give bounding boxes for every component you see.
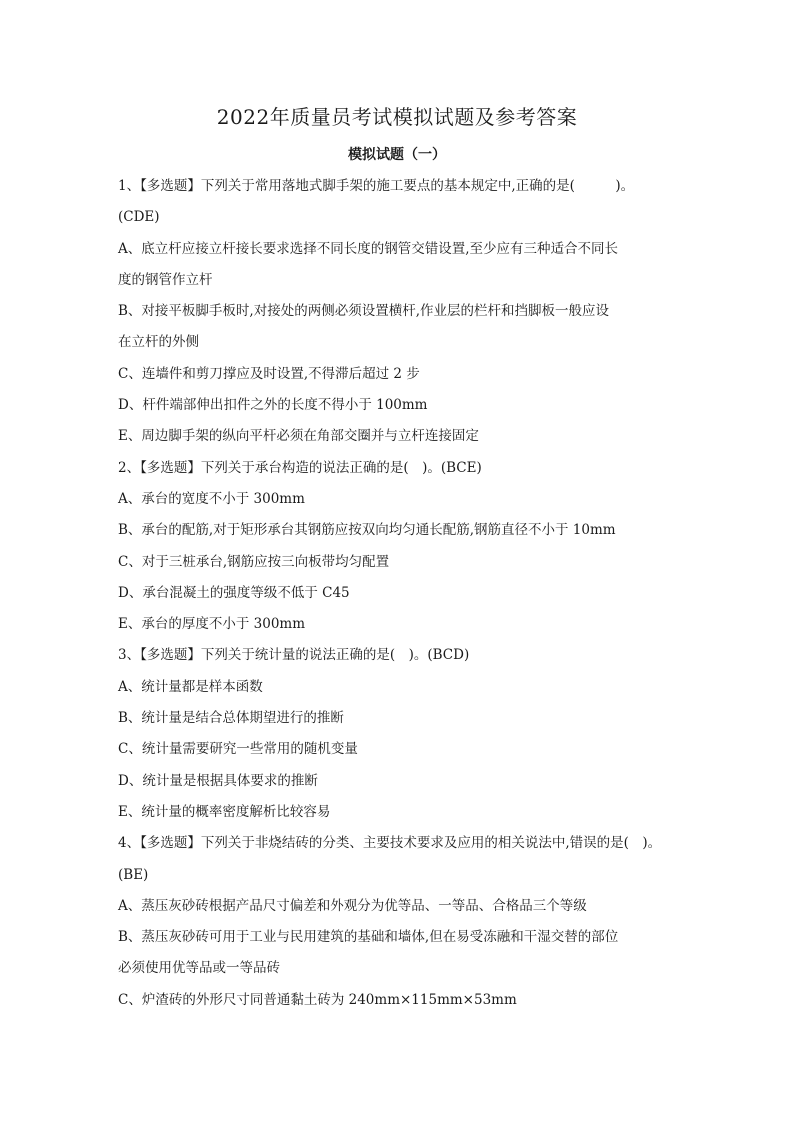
- text-line: C、炉渣砖的外形尺寸同普通黏土砖为 240mm×115mm×53mm: [118, 991, 517, 1008]
- text-line: E、周边脚手架的纵向平杆必须在角部交圈并与立杆连接固定: [118, 428, 479, 445]
- text-line: C、统计量需要研究一些常用的随机变量: [118, 741, 358, 758]
- document-body: [118, 174, 718, 1019]
- text-line: 1、【多选题】下列关于常用落地式脚手架的施工要点的基本规定中,正确的是( )。: [118, 178, 635, 194]
- text-line: D、杆件端部伸出扣件之外的长度不得小于 100mm: [118, 397, 428, 414]
- text-line: 3、【多选题】下列关于统计量的说法正确的是( )。(BCD): [118, 647, 470, 664]
- text-line: B、承台的配筋,对于矩形承台其钢筋应按双向均匀通长配筋,钢筋直径不小于 10mm: [118, 522, 616, 539]
- text-line: C、连墙件和剪刀撑应及时设置,不得滞后超过 2 步: [118, 365, 420, 382]
- text-line: 在立杆的外侧: [118, 334, 199, 351]
- text-line: E、统计量的概率密度解析比较容易: [118, 803, 331, 820]
- text-line: 2、【多选题】下列关于承台构造的说法正确的是( )。(BCE): [118, 459, 482, 476]
- text-line: (BE): [118, 866, 149, 883]
- text-line: C、对于三桩承台,钢筋应按三向板带均匀配置: [118, 553, 390, 570]
- document-title: 2022年质量员考试模拟试题及参考答案: [216, 105, 578, 129]
- section-title: 模拟试题（一）: [348, 147, 446, 163]
- text-line: 4、【多选题】下列关于非烧结砖的分类、主要技术要求及应用的相关说法中,错误的是( )。: [118, 835, 662, 852]
- text-line: (CDE): [118, 209, 160, 226]
- text-line: D、统计量是根据具体要求的推断: [118, 772, 318, 789]
- text-line: E、承台的厚度不小于 300mm: [118, 616, 306, 633]
- text-line: B、统计量是结合总体期望进行的推断: [118, 710, 344, 727]
- text-line: A、蒸压灰砂砖根据产品尺寸偏差和外观分为优等品、一等品、合格品三个等级: [118, 897, 587, 914]
- text-line: B、对接平板脚手板时,对接处的两侧必须设置横杆,作业层的栏杆和挡脚板一般应设: [118, 303, 610, 320]
- text-line: A、底立杆应接立杆接长要求选择不同长度的钢管交错设置,至少应有三种适合不同长: [118, 240, 619, 257]
- text-line: 必须使用优等品或一等品砖: [118, 960, 280, 977]
- text-line: D、承台混凝土的强度等级不低于 C45: [118, 584, 350, 601]
- text-line: A、统计量都是样本函数: [118, 678, 263, 695]
- text-line: B、蒸压灰砂砖可用于工业与民用建筑的基础和墙体,但在易受冻融和干湿交替的部位: [118, 929, 619, 946]
- text-line: 度的钢管作立杆: [118, 271, 213, 288]
- text-line: A、承台的宽度不小于 300mm: [118, 490, 305, 507]
